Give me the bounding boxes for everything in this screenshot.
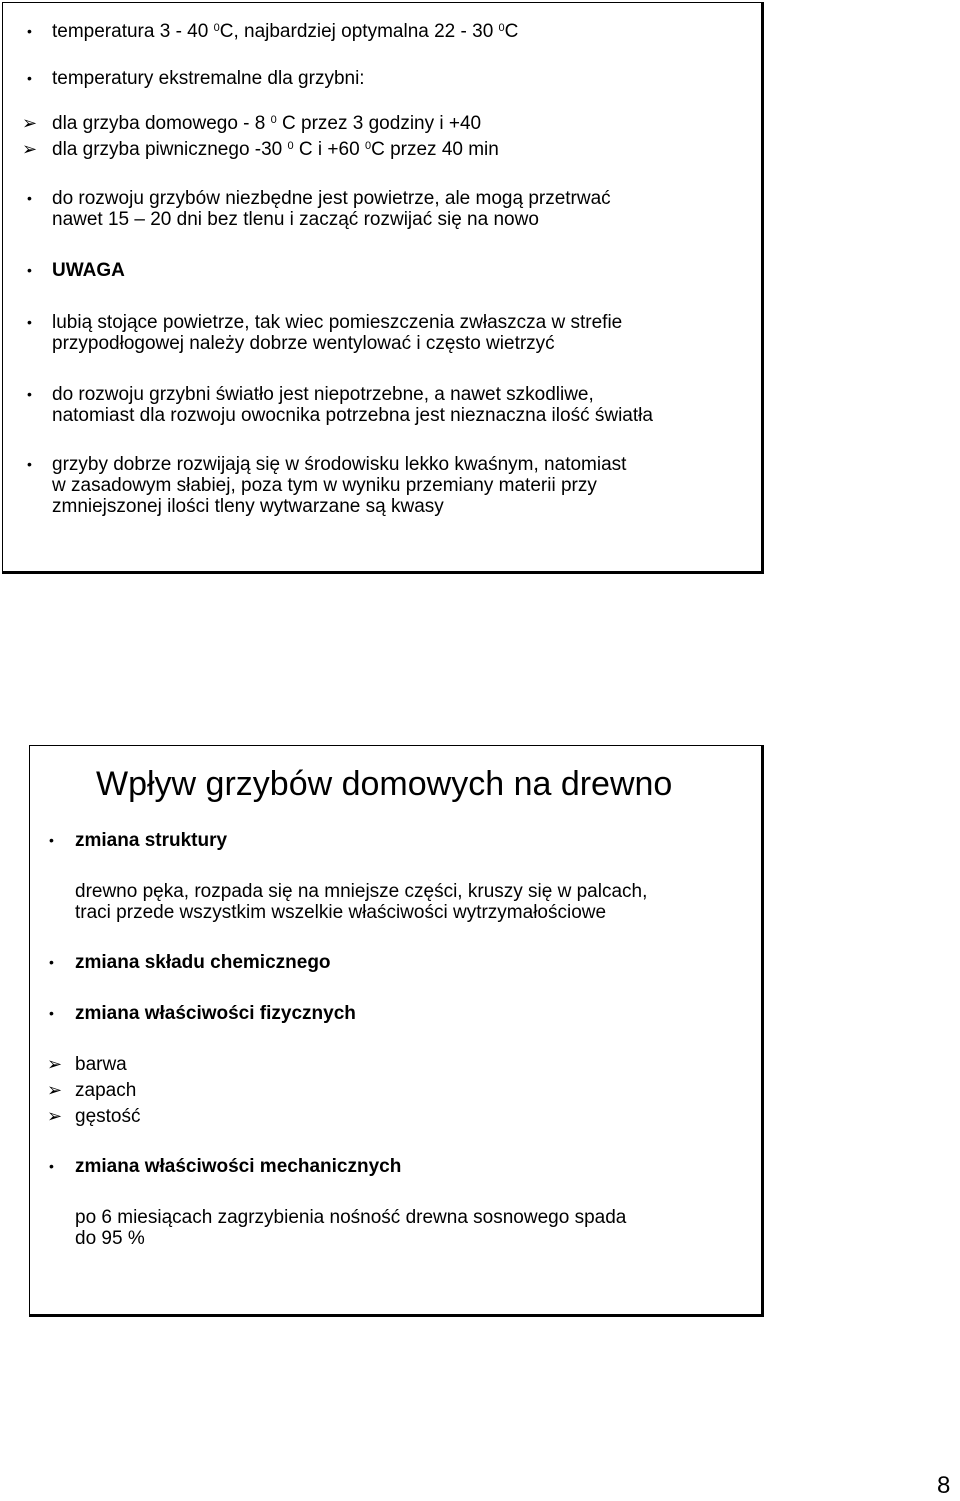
arrow-bullet-icon: ➢	[22, 139, 38, 159]
bullet-icon: •	[27, 190, 32, 206]
extreme-house-fungus-text: dla grzyba domowego - 8 $^0$ C przez 3 godziny i +40	[52, 113, 482, 134]
physical-heading: zmiana właściwości fizycznych	[75, 1003, 356, 1024]
warning-label: UWAGA	[52, 260, 125, 281]
ventilation-text: lubią stojące powietrze, tak wiec pomieszczenia zwłaszcza w strefie przypodłogowej należy dobrze wentylować i często wietrzyć	[52, 312, 623, 354]
acidity-text: grzyby dobrze rozwijają się w środowisku lekko kwaśnym, natomiast w zasadowym słabiej, poza tym w wyniku przemiany materii przy zmniejszonej ilości tleny wytwarzane są kwasy	[52, 454, 627, 517]
bullet-icon: •	[49, 832, 54, 848]
bullet-icon: •	[27, 314, 32, 330]
bullet-icon: •	[27, 262, 32, 278]
light-text: do rozwoju grzybni światło jest niepotrzebne, a nawet szkodliwe, natomiast dla rozwoju owocnika potrzebna jest nieznaczna ilość światła	[52, 384, 653, 426]
bullet-icon: •	[27, 386, 32, 402]
physical-item-color: barwa	[75, 1054, 127, 1075]
physical-item-density: gęstość	[75, 1106, 141, 1127]
mechanical-description: po 6 miesiącach zagrzybienia nośność drewna sosnowego spada do 95 %	[75, 1207, 627, 1249]
extremes-heading: temperatury ekstremalne dla grzybni:	[52, 68, 365, 89]
temperature-range-text: temperatura 3 - 40 $^0$C, najbardziej optymalna 22 - 30 $^0$C	[52, 21, 519, 42]
arrow-bullet-icon: ➢	[47, 1080, 63, 1100]
physical-item-smell: zapach	[75, 1080, 137, 1101]
bullet-icon: •	[49, 1158, 54, 1174]
chemical-heading: zmiana składu chemicznego	[75, 952, 331, 973]
extreme-cellar-fungus-text: dla grzyba piwnicznego -30 $^0$ C i +60 $^0$C przez 40 min	[52, 139, 499, 160]
slide-title: Wpływ grzybów domowych na drewno	[96, 765, 673, 803]
bullet-icon: •	[49, 1005, 54, 1021]
arrow-bullet-icon: ➢	[47, 1054, 63, 1074]
bullet-icon: •	[27, 70, 32, 86]
mechanical-heading: zmiana właściwości mechanicznych	[75, 1156, 402, 1177]
page-number: 8	[937, 1472, 951, 1499]
bullet-icon: •	[49, 954, 54, 970]
structure-heading: zmiana struktury	[75, 830, 228, 851]
arrow-bullet-icon: ➢	[22, 113, 38, 133]
air-requirement-text: do rozwoju grzybów niezbędne jest powietrze, ale mogą przetrwać nawet 15 – 20 dni bez tlenu i zacząć rozwijać się na nowo	[52, 188, 611, 230]
bullet-icon: •	[27, 23, 32, 39]
structure-description: drewno pęka, rozpada się na mniejsze części, kruszy się w palcach, traci przede wszystkim wszelkie właściwości wytrzymałościowe	[75, 881, 648, 923]
bullet-icon: •	[27, 456, 32, 472]
arrow-bullet-icon: ➢	[47, 1106, 63, 1126]
